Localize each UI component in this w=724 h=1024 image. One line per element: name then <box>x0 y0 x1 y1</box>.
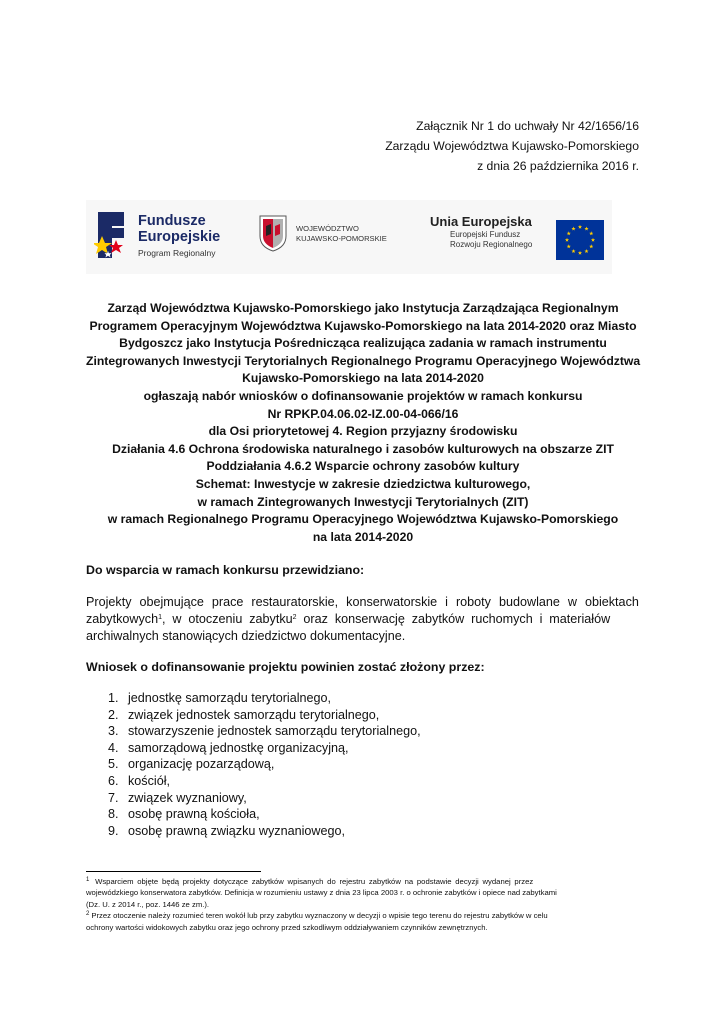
header-line-3: Bydgoszcz jako Instytucja Pośrednicząca realizująca zadania w ramach instrumentu <box>119 336 607 351</box>
header-line-5: Kujawsko-Pomorskiego na lata 2014-2020 <box>242 371 484 386</box>
header-line-14: na lata 2014-2020 <box>312 529 414 544</box>
projects-paragraph <box>86 594 639 645</box>
footnote-divider <box>86 871 261 872</box>
word: konserwatorskie <box>346 595 438 609</box>
paragraph-line-2-text <box>86 611 610 628</box>
list-text: samorządową jednostkę organizacyjną, <box>128 740 349 755</box>
otoczeniu-text: , w otoczeniu zabytku <box>162 612 293 626</box>
word: roboty <box>455 595 491 609</box>
wojewodztwo-text <box>296 224 406 244</box>
footnote-2-line-2: ochrony wartości widokowych zabytku oraz jego ochrony przed szkodliwym oddziaływaniem czynników zewnętrznych. <box>86 922 488 932</box>
wojewodztwo-crest-icon <box>258 214 288 252</box>
applicant-list <box>108 690 421 839</box>
ue-line-2: Rozwoju Regionalnego <box>450 240 533 249</box>
list-item <box>108 723 421 740</box>
header-line-1: Zarząd Województwa Kujawsko-Pomorskiego jako Instytucja Zarządzająca Regionalnym <box>107 301 619 315</box>
list-item <box>108 806 421 823</box>
fundusze-europejskie-logo-icon <box>94 210 132 262</box>
application-heading: Wniosek o dofinansowanie projektu powinien zostać złożony przez: <box>86 660 485 674</box>
header-line-2: Programem Operacyjnym Województwa Kujawsko-Pomorskiego na lata 2014-2020 oraz Miasto <box>89 318 637 333</box>
list-number: 6. <box>108 773 119 788</box>
list-number: 5. <box>108 757 119 772</box>
list-item <box>108 690 421 707</box>
list-text: związek jednostek samorządu terytorialnego, <box>128 707 380 722</box>
header-line-11: Schemat: Inwestycje w zakresie dziedzictwa kulturowego, <box>195 476 531 491</box>
attachment-note <box>299 116 639 176</box>
support-heading: Do wsparcia w ramach konkursu przewidziano: <box>86 563 365 577</box>
zabytkowych-text: zabytkowych <box>86 612 159 626</box>
word: Projekty <box>86 595 132 609</box>
unia-europejska-text <box>430 214 548 250</box>
footnote-1-line-1 <box>86 876 639 887</box>
list-text: kościół, <box>128 773 170 788</box>
header-line-9: Działania 4.6 Ochrona środowiska naturalnego i zasobów kulturowych na obszarze ZIT <box>112 441 614 456</box>
header-line-7: Nr RPKP.04.06.02-IZ.00-04-066/16 <box>267 406 459 421</box>
word: budowlane <box>498 595 560 609</box>
list-text: organizację pozarządową, <box>128 757 275 772</box>
list-item <box>108 756 421 773</box>
list-number: 8. <box>108 807 119 822</box>
ue-title: Unia Europejska <box>430 214 532 229</box>
footnote-1-mark: 1 <box>86 877 90 883</box>
word: restauratorskie, <box>251 595 339 609</box>
list-item <box>108 823 421 840</box>
list-number: 9. <box>108 823 119 838</box>
header-line-8: dla Osi priorytetowej 4. Region przyjazny środowisku <box>208 424 518 439</box>
header-line-4: Zintegrowanych Inwestycji Terytorialnych Regionalnego Programu Operacyjnego Województwa <box>86 353 641 368</box>
list-text: stowarzyszenie jednostek samorządu terytorialnego, <box>128 724 421 739</box>
word: prace <box>211 595 244 609</box>
list-item <box>108 790 421 807</box>
attachment-line-2: Zarządu Województwa Kujawsko-Pomorskiego <box>385 139 639 153</box>
footnote-ref-1[interactable]: 1 <box>158 614 163 621</box>
list-number: 1. <box>108 691 119 705</box>
list-text: osobę prawną kościoła, <box>128 807 260 822</box>
fundusze-europejskie-text <box>138 213 258 258</box>
word: obiektach <box>584 595 639 609</box>
list-item <box>108 707 421 724</box>
list-number: 7. <box>108 790 119 805</box>
footnote-2-line-1-text: Przez otoczenie należy rozumieć teren wokół lub przy zabytku wyznaczony w decyzji o wpisie tego terenu do rejestru zabytków w celu <box>91 911 548 921</box>
announcement-header <box>86 300 640 546</box>
paragraph-line-3: archiwalnych stanowiących dziedzictwo dokumentacyjne. <box>86 629 406 643</box>
footnote-ref-2[interactable]: 2 <box>292 614 297 621</box>
footnote-1-line-2: wojewódzkiego konserwatora zabytków. Definicja w rozumieniu ustawy z dnia 23 lipca 2003 r. o ochronie zabytków i opiece nad zabytkami <box>86 888 557 898</box>
eu-flag-icon <box>556 220 604 260</box>
header-line-12: w ramach Zintegrowanych Inwestycji Terytorialnych (ZIT) <box>197 494 529 509</box>
footnote-2-line-1 <box>86 910 639 921</box>
list-text: osobę prawną związku wyznaniowego, <box>128 823 346 838</box>
fundusze-line-3: Program Regionalny <box>138 248 216 258</box>
fundusze-line-2: Europejskie <box>138 229 221 245</box>
footnote-2-mark: 2 <box>86 911 90 918</box>
header-line-13: w ramach Regionalnego Programu Operacyjnego Województwa Kujawsko-Pomorskiego <box>107 512 619 527</box>
header-line-10: Poddziałania 4.6.2 Wsparcie ochrony zasobów kultury <box>206 459 520 474</box>
footnote-1-line-1-text: Wsparciem objęte będą projekty dotyczące zabytków wpisanych do rejestru zabytków na podstawie decyzji wydanej przez <box>91 877 534 886</box>
paragraph-line-1 <box>86 594 639 611</box>
list-number: 3. <box>108 724 119 739</box>
list-number: 4. <box>108 740 119 755</box>
list-number: 2. <box>108 707 119 722</box>
list-item <box>108 773 421 790</box>
paragraph-line-2 <box>86 611 639 628</box>
fundusze-line-1: Fundusze <box>138 213 206 229</box>
footnote-1-text <box>86 876 533 887</box>
word: w <box>567 595 577 609</box>
wkp-line-2: KUJAWSKO-POMORSKIE <box>296 234 387 243</box>
logo-strip <box>86 200 612 274</box>
wkp-line-1: WOJEWÓDZTWO <box>296 224 359 233</box>
attachment-line-1: Załącznik Nr 1 do uchwały Nr 42/1656/16 <box>416 119 639 133</box>
footnotes <box>86 876 639 933</box>
list-item <box>108 740 421 757</box>
footnote-1-line-3: (Dz. U. z 2014 r., poz. 1446 ze zm.). <box>86 899 210 909</box>
ue-line-1: Europejski Fundusz <box>450 230 521 239</box>
attachment-line-3: z dnia 26 października 2016 r. <box>477 159 639 173</box>
word: i <box>445 595 448 609</box>
word: obejmujące <box>139 595 204 609</box>
footnote-2-text <box>86 910 548 921</box>
list-text: związek wyznaniowy, <box>128 790 247 805</box>
konserwacja-text: oraz konserwację zabytków ruchomych i materiałów <box>296 612 611 626</box>
list-text: jednostkę samorządu terytorialnego, <box>128 691 332 705</box>
header-line-6: ogłaszają nabór wniosków o dofinansowanie projektów w ramach konkursu <box>143 388 583 403</box>
